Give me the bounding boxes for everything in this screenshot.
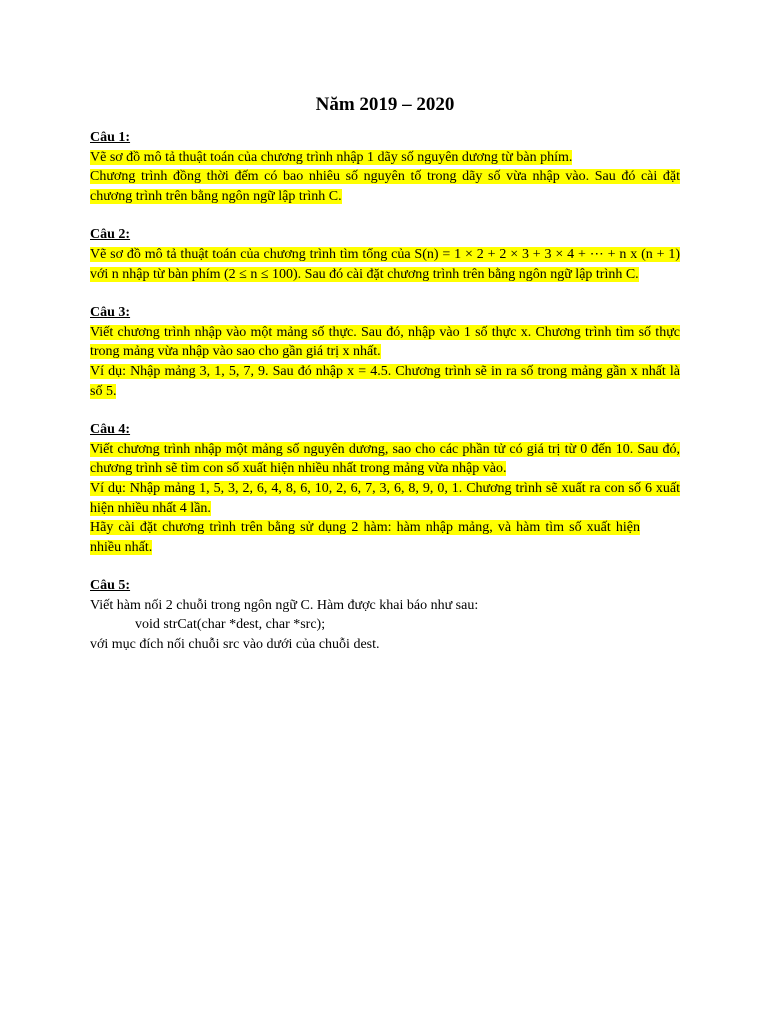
question-heading: Câu 5: — [90, 578, 131, 594]
highlighted-text: Ví dụ: Nhập mảng 1, 5, 3, 2, 6, 4, 8, 6, 10, 2, 6, 7, 3, 6, 8, 9, 0, 1. Chương trình sẽ xuất ra con số 6 xuất hiện nhiều nhất 4 lần. — [90, 480, 680, 516]
question-text — [90, 362, 680, 401]
question-heading: Câu 2: — [90, 227, 131, 243]
question-text — [90, 167, 680, 206]
function-signature: void strCat(char *dest, char *src); — [135, 617, 326, 633]
question-heading: Câu 3: — [90, 305, 131, 321]
question-5 — [90, 576, 680, 654]
highlighted-text: Chương trình đồng thời đếm có bao nhiêu số nguyên tố trong dãy số vừa nhập vào. Sau đó cài đặt chương trình trên bằng ngôn ngữ lập trình C. — [90, 169, 680, 204]
question-text: với mục đích nối chuỗi src vào dưới của chuỗi dest. — [90, 637, 380, 653]
document-page — [90, 92, 680, 674]
question-3 — [90, 303, 680, 401]
question-2 — [90, 225, 680, 284]
highlighted-text: Viết chương trình nhập vào một mảng số thực. Sau đó, nhập vào 1 số thực x. Chương trình tìm số thực trong mảng vừa nhập vào sao cho gần giá trị x nhất. — [90, 324, 680, 360]
highlighted-text: Vẽ sơ đồ mô tả thuật toán của chương trình tìm tổng của S(n) = 1 × 2 + 2 × 3 + 3 × 4 + ⋯ + n x (n + 1) với n nhập từ bàn phím (2 ≤ n ≤ 100). Sau đó cài đặt chương trình trên bằng ngôn ngữ lập trình C. — [90, 246, 680, 282]
question-text — [90, 148, 680, 168]
question-text — [90, 245, 680, 284]
question-text — [90, 323, 680, 362]
question-text — [90, 440, 680, 479]
question-heading: Câu 4: — [90, 422, 131, 438]
highlighted-text: Viết chương trình nhập một mảng số nguyên dương, sao cho các phần tử có giá trị từ 0 đến 10. Sau đó, chương trình sẽ tìm con số xuất hiện nhiều nhất trong mảng vừa nhập vào. — [90, 441, 680, 477]
question-4 — [90, 420, 680, 557]
document-title: Năm 2019 – 2020 — [315, 94, 455, 115]
highlighted-text: Ví dụ: Nhập mảng 3, 1, 5, 7, 9. Sau đó nhập x = 4.5. Chương trình sẽ in ra số trong mảng gần x nhất là số 5. — [90, 363, 680, 399]
question-text: Viết hàm nối 2 chuỗi trong ngôn ngữ C. Hàm được khai báo như sau: — [90, 597, 479, 613]
question-1 — [90, 128, 680, 206]
question-heading: Câu 1: — [90, 130, 131, 145]
question-text — [90, 479, 680, 518]
highlighted-text: Vẽ sơ đồ mô tả thuật toán của chương trình nhập 1 dãy số nguyên dương từ bàn phím. — [90, 149, 573, 165]
question-text — [90, 518, 680, 557]
highlighted-text: Hãy cài đặt chương trình trên bằng sử dụng 2 hàm: hàm nhập mảng, và hàm tìm số xuất hiện nhiều nhất. — [90, 520, 640, 555]
